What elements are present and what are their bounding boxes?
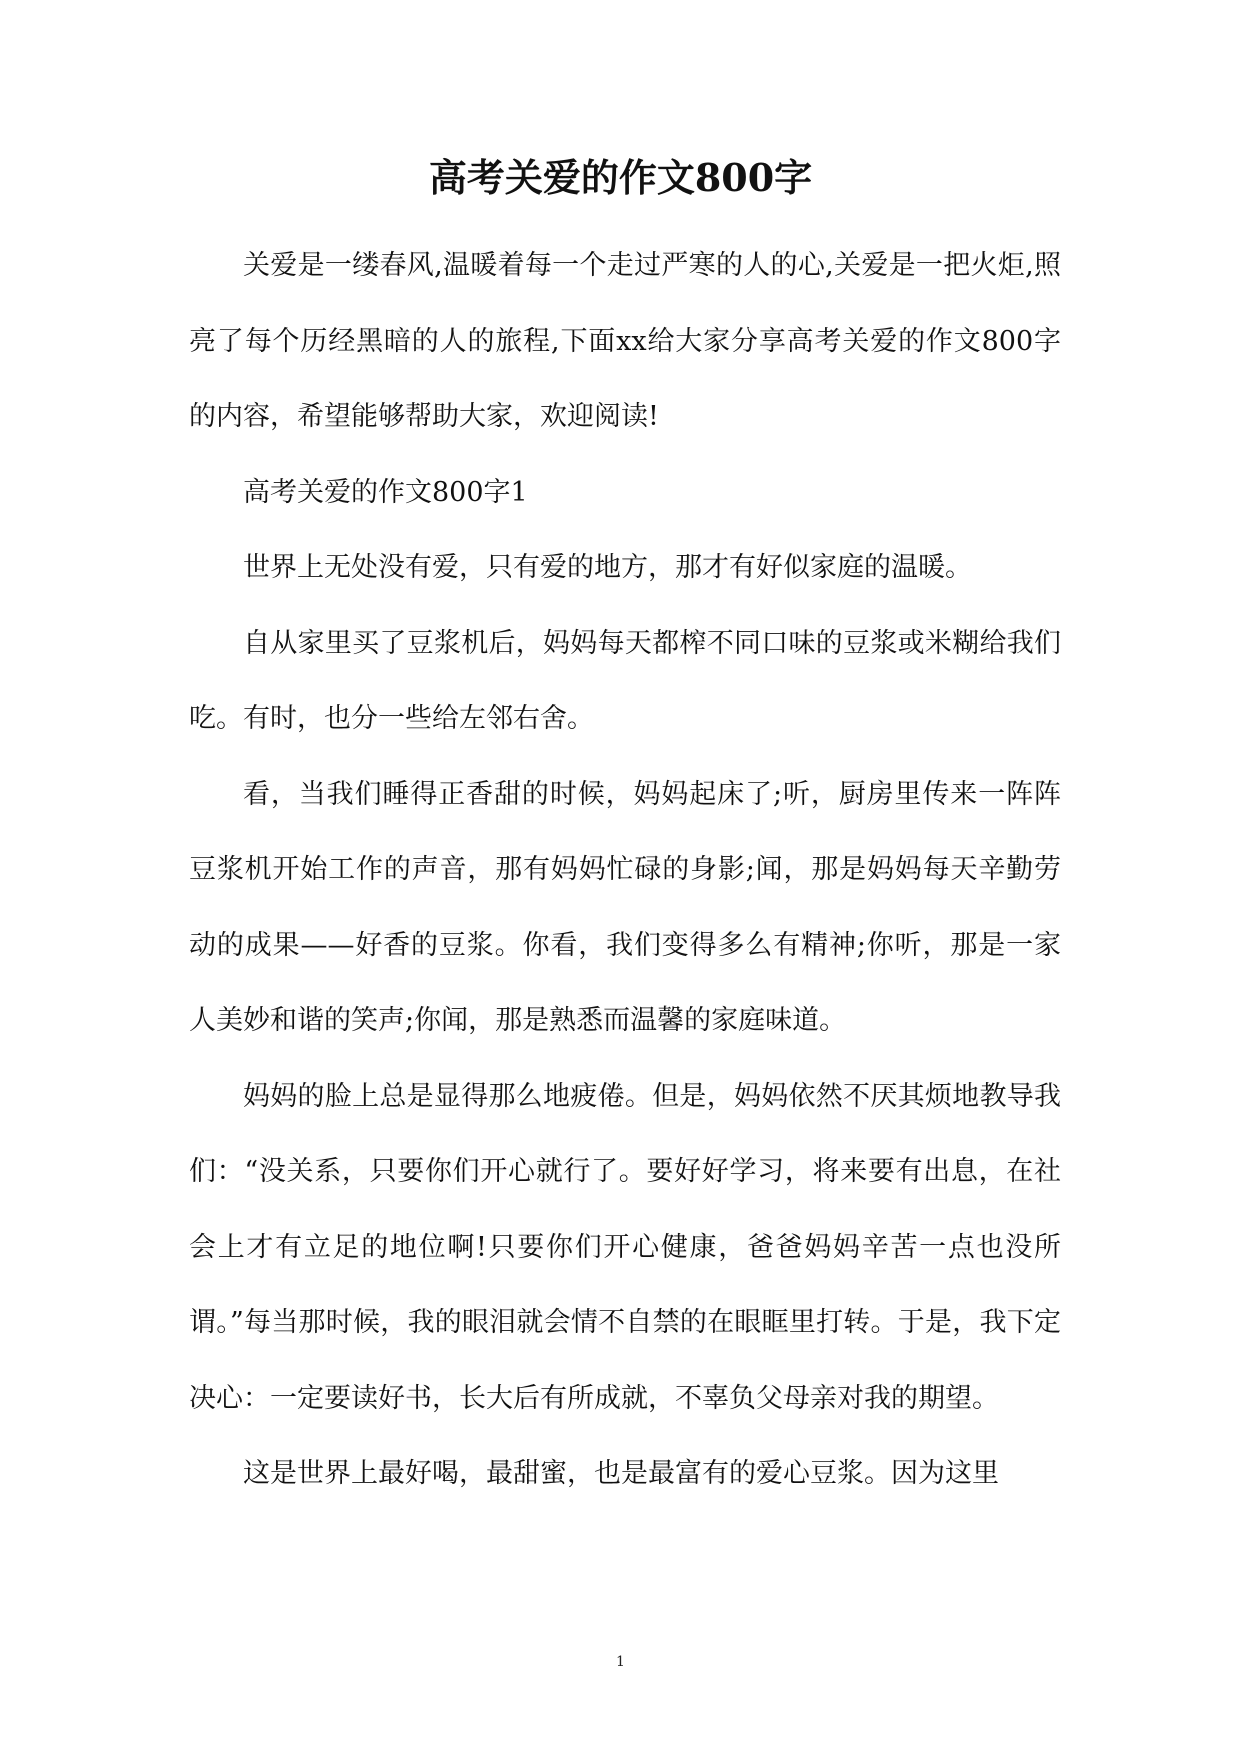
paragraph-1: 世界上无处没有爱，只有爱的地方，那才有好似家庭的温暖。 (243, 552, 972, 583)
document-title: 高考关爱的作文800字 (428, 155, 813, 200)
paragraph-intro: 关爱是一缕春风,温暖着每一个走过严寒的人的心,关爱是一把火炬,照亮了每个历经黑暗的人的旅程,下面xx给大家分享高考关爱的作文800字的内容，希望能够帮助大家，欢迎阅读! (189, 250, 1061, 432)
paragraph-2: 自从家里买了豆浆机后，妈妈每天都榨不同口味的豆浆或米糊给我们吃。有时，也分一些给左邻右舍。 (189, 627, 1061, 734)
page-number: 1 (616, 1654, 625, 1670)
document-body (189, 228, 1061, 1512)
paragraph-5: 这是世界上最好喝，最甜蜜，也是最富有的爱心豆浆。因为这里 (243, 1458, 999, 1489)
paragraph-3: 看，当我们睡得正香甜的时候，妈妈起床了;听，厨房里传来一阵阵豆浆机开始工作的声音，那有妈妈忙碌的身影;闻，那是妈妈每天辛勤劳动的成果——好香的豆浆。你看，我们变得多么有精神;你听，那是一家人美妙和谐的笑声;你闻，那是熟悉而温馨的家庭味道。 (189, 778, 1061, 1036)
paragraph-section-heading: 高考关爱的作文800字1 (243, 476, 528, 508)
paragraph-4: 妈妈的脸上总是显得那么地疲倦。但是，妈妈依然不厌其烦地教导我们：“没关系，只要你们开心就行了。要好好学习，将来要有出息，在社会上才有立足的地位啊!只要你们开心健康，爸爸妈妈辛苦一点也没所谓。”每当那时候，我的眼泪就会情不自禁的在眼眶里打转。于是，我下定决心：一定要读好书，长大后有所成就，不辜负父母亲对我的期望。 (189, 1080, 1061, 1414)
